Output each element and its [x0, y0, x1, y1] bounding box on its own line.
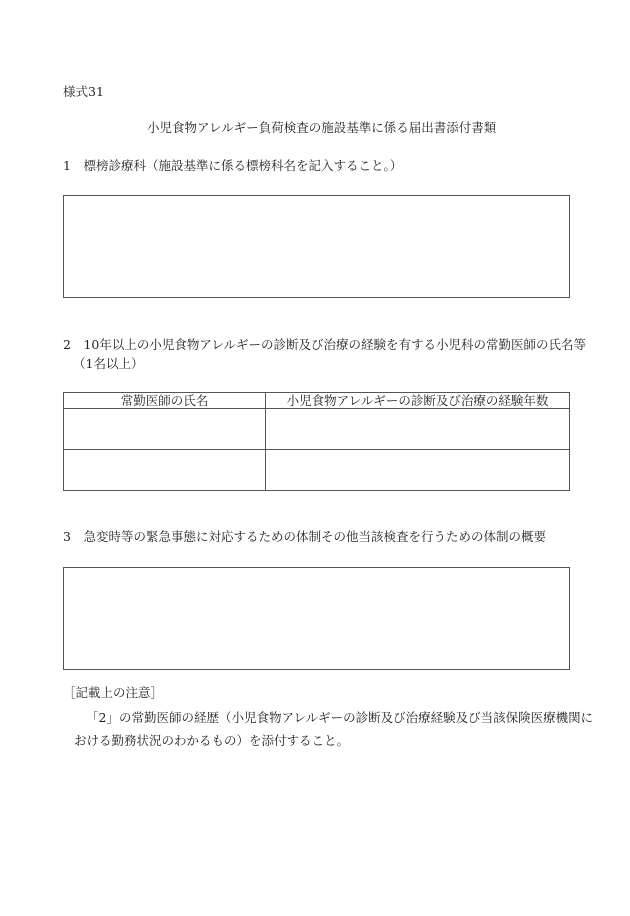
notes-line2: おける勤務状況のわかるもの）を添付すること。 [74, 733, 350, 748]
emergency-system-field[interactable] [63, 567, 570, 670]
section2-heading: 2 10年以上の小児食物アレルギーの診断及び治療の経験を有する小児科の常勤医師の氏名等 [63, 337, 587, 352]
experience-years-cell[interactable] [266, 409, 570, 450]
physician-table [63, 392, 570, 491]
experience-years-cell[interactable] [266, 450, 570, 491]
section2-heading-sub: （1名以上） [73, 356, 144, 371]
column-header-experience: 小児食物アレルギーの診断及び治療の経験年数 [266, 393, 570, 409]
physician-name-cell[interactable] [64, 450, 266, 491]
document-title: 小児食物アレルギー負荷検査の施設基準に係る届出書添付書類 [147, 120, 497, 135]
form-number: 様式31 [63, 84, 104, 99]
table-row [64, 409, 570, 450]
notes-line1: 「2」の常勤医師の経歴（小児食物アレルギーの診断及び治療経験及び当該保険医療機関に [86, 710, 594, 725]
notes-heading: ［記載上の注意］ [63, 685, 164, 700]
section1-heading: 1 標榜診療科（施設基準に係る標榜科名を記入すること。） [63, 158, 403, 173]
table-header-row [64, 393, 570, 409]
department-field[interactable] [63, 195, 570, 298]
section3-heading: 3 急変時等の緊急事態に対応するための体制その他当該検査を行うための体制の概要 [63, 529, 546, 544]
table-row [64, 450, 570, 491]
column-header-name: 常勤医師の氏名 [64, 393, 266, 409]
physician-name-cell[interactable] [64, 409, 266, 450]
